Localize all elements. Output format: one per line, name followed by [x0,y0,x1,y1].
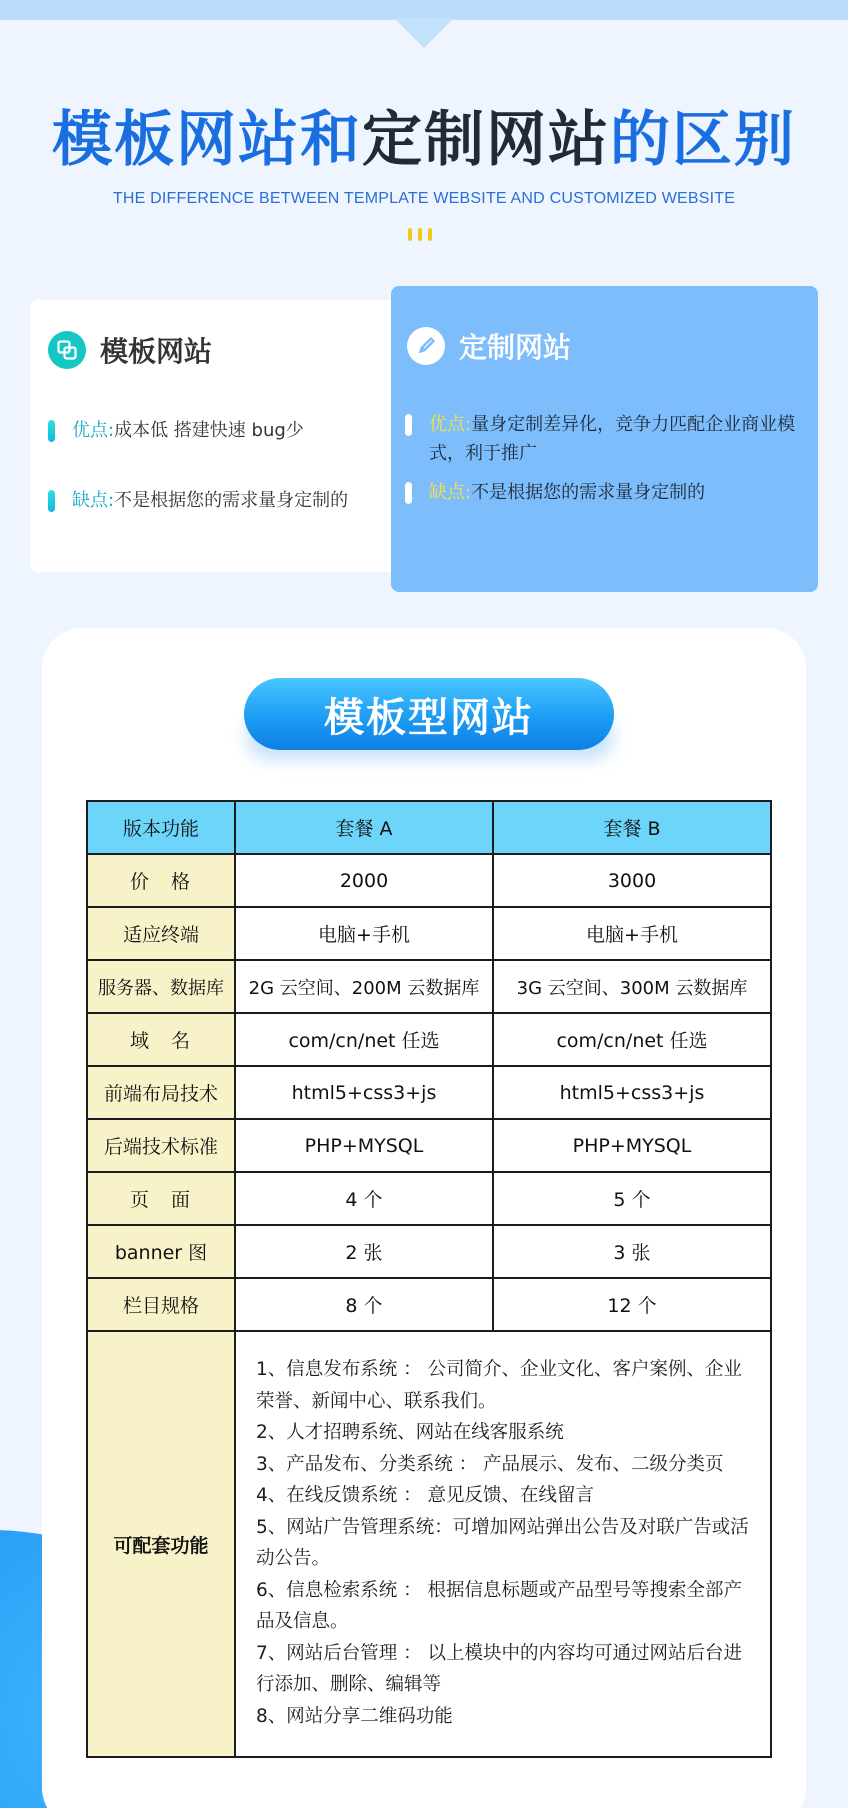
feature-item: 3、产品发布、分类系统 ： 产品展示、发布、二级分类页 [256,1453,724,1475]
header-feature: 版本功能 [87,801,235,854]
table-header-row [87,801,771,854]
plan-a-value: 2G 云空间、200M 云数据库 [235,960,493,1013]
custom-website-card [391,286,818,592]
pros-text: 量身定制差异化，竞争力匹配企业商业模式，利于推广 [429,414,796,464]
top-decor-strip [0,0,848,20]
features-cell [235,1331,771,1757]
title-part-template: 模板网站和 [52,105,362,175]
feature-item: 6、信息检索系统 ： 根据信息标题或产品型号等搜索全部产品及信息。 [256,1579,743,1632]
row-label: 后端技术标准 [87,1119,235,1172]
feature-item: 8、网站分享二维码功能 [256,1705,453,1727]
row-label: 页面 [87,1172,235,1225]
pros-text: 成本低 搭建快速 bug少 [114,420,304,441]
title-part-difference: 的区别 [610,105,796,175]
header-plan-a: 套餐 A [235,801,493,854]
feature-item: 5、网站广告管理系统：可增加网站弹出公告及对联广告或活动公告。 [256,1516,749,1569]
custom-cons [405,478,805,507]
feature-item: 7、网站后台管理 ： 以上模块中的内容均可通过网站后台进行添加、删除、编辑等 [256,1642,743,1695]
plan-a-value: com/cn/net 任选 [235,1013,493,1066]
plan-b-value: 电脑+手机 [493,907,771,960]
features-list [256,1354,758,1732]
row-label: 栏目规格 [87,1278,235,1331]
plan-b-value: html5+css3+js [493,1066,771,1119]
plan-b-value: 3000 [493,854,771,907]
pros-label: 优点: [72,420,115,441]
page-subtitle: THE DIFFERENCE BETWEEN TEMPLATE WEBSITE AND CUSTOMIZED WEBSITE [112,190,736,207]
features-row [87,1331,771,1757]
plan-a-value: 2 张 [235,1225,493,1278]
template-pros [48,416,398,445]
row-label: 适应终端 [87,907,235,960]
title-part-custom: 定制网站 [362,105,610,175]
plans-banner: 模板型网站 [244,678,614,750]
cons-label: 缺点: [72,490,115,511]
custom-card-header [407,326,571,366]
bullet-bar [48,490,55,512]
plan-b-value: 5 个 [493,1172,771,1225]
header-plan-b: 套餐 B [493,801,771,854]
plan-b-value: 3 张 [493,1225,771,1278]
plans-table [86,800,772,1758]
row-label: banner 图 [87,1225,235,1278]
page-title [0,100,848,180]
custom-card-title: 定制网站 [459,331,572,364]
plan-b-value: 12 个 [493,1278,771,1331]
row-label: 前端布局技术 [87,1066,235,1119]
template-cons [48,486,398,515]
custom-pros [405,410,805,468]
feature-item: 2、人才招聘系统、网站在线客服系统 [256,1422,564,1443]
bullet-bar [405,482,412,504]
bullet-bar [405,414,412,436]
table-row [87,1013,771,1066]
cons-text: 不是根据您的需求量身定制的 [114,490,349,511]
template-website-card [30,300,410,572]
table-row [87,1119,771,1172]
bullet-bar [48,420,55,442]
plan-b-value: com/cn/net 任选 [493,1013,771,1066]
table-row [87,907,771,960]
row-label: 域名 [87,1013,235,1066]
plan-a-value: PHP+MYSQL [235,1119,493,1172]
feature-item: 4、在线反馈系统 ： 意见反馈、在线留言 [256,1485,595,1506]
plan-a-value: 2000 [235,854,493,907]
plan-b-value: 3G 云空间、300M 云数据库 [493,960,771,1013]
copy-icon [48,331,86,369]
table-row [87,854,771,907]
plan-a-value: html5+css3+js [235,1066,493,1119]
title-decor-dots [408,228,432,241]
table-row [87,1172,771,1225]
plan-a-value: 4 个 [235,1172,493,1225]
plan-a-value: 8 个 [235,1278,493,1331]
features-label: 可配套功能 [87,1331,235,1757]
template-card-title: 模板网站 [100,335,213,368]
plan-a-value: 电脑+手机 [235,907,493,960]
table-row [87,960,771,1013]
row-label: 服务器、数据库 [87,960,235,1013]
table-row [87,1066,771,1119]
table-row [87,1225,771,1278]
cons-label: 缺点: [429,482,472,503]
row-label: 价格 [87,854,235,907]
plan-b-value: PHP+MYSQL [493,1119,771,1172]
pros-label: 优点: [429,414,472,435]
feature-item: 1、信息发布系统 ： 公司简介、企业文化、客户案例、企业荣誉、新闻中心、联系我们。 [256,1359,743,1412]
template-card-header [48,330,212,370]
cons-text: 不是根据您的需求量身定制的 [471,482,706,503]
top-decor-notch [394,18,454,48]
table-row [87,1278,771,1331]
pencil-icon [407,327,445,365]
